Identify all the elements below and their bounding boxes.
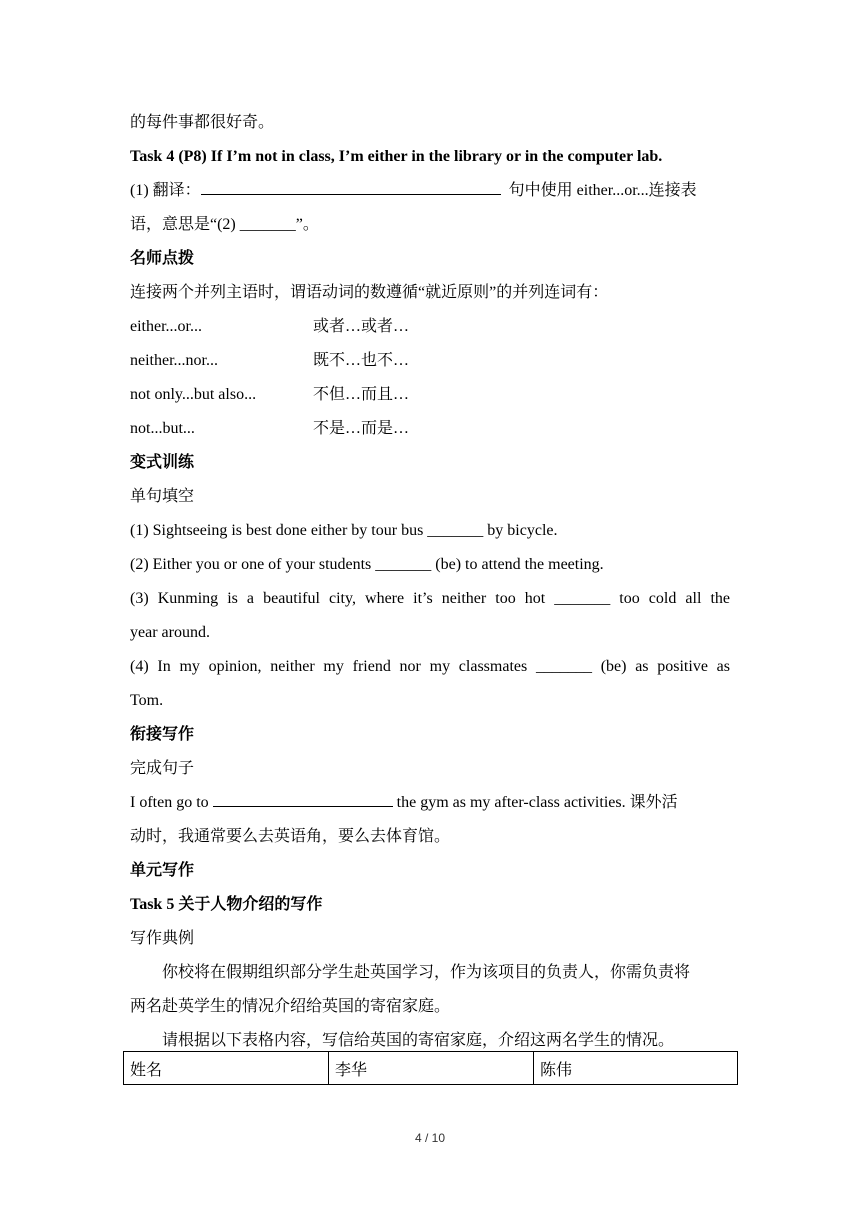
subheading-fill: 单句填空 [130, 488, 195, 505]
conjunction-zh: 不但…而且… [313, 386, 410, 403]
conjunction-row [130, 412, 730, 446]
table-cell-li-hua: 李华 [329, 1052, 534, 1085]
rule-text: 连接两个并列主语时，谓语动词的数遵循“就近原则”的并列连词有： [130, 284, 609, 301]
table-cell-name-label: 姓名 [124, 1052, 329, 1085]
sentence-blank [213, 788, 393, 807]
sentence-end: the gym as my after-class activities. 课外活 [396, 794, 678, 811]
text-line: 的每件事都很好奇。 [130, 114, 275, 131]
task4-heading: Task 4 (P8) If I’m not in class, I’m either in the library or in the computer lab. [130, 148, 663, 165]
task5-heading: Task 5 关于人物介绍的写作 [130, 896, 323, 913]
page-content [130, 106, 730, 1058]
conjunction-zh: 不是…而是… [313, 420, 410, 437]
writing-sentence-line2: 动时，我通常要么去英语角，要么去体育馆。 [130, 828, 451, 845]
translation-blank [201, 176, 501, 195]
exercise-4-line2: Tom. [130, 692, 164, 709]
section-heading-teacher: 名师点拨 [130, 250, 195, 267]
subheading-complete: 完成句子 [130, 760, 195, 777]
page-number: 4 / 10 [414, 1131, 446, 1145]
conjunction-en: either...or... [130, 318, 202, 335]
conjunction-zh: 既不…也不… [313, 352, 410, 369]
question-2-line: 语，意思是“(2) _______”。 [130, 216, 319, 233]
conjunction-en: neither...nor... [130, 352, 218, 369]
sentence-start: I often go to [130, 794, 209, 811]
conjunction-row [130, 310, 730, 344]
conjunction-row [130, 378, 730, 412]
exercise-2: (2) Either you or one of your students _______ (be) to attend the meeting. [130, 556, 604, 573]
paragraph-2: 请根据以下表格内容，写信给英国的寄宿家庭，介绍这两名学生的情况。 [162, 1032, 675, 1049]
section-heading-link: 衔接写作 [130, 726, 195, 743]
subheading-example: 写作典例 [130, 930, 195, 947]
exercise-4-line1: (4) In my opinion, neither my friend nor my classmates _______ (be) as positive as [130, 658, 730, 675]
student-info-table [123, 1051, 738, 1085]
section-heading-variant: 变式训练 [130, 454, 195, 471]
paragraph-1-line2: 两名赴英学生的情况介绍给英国的寄宿家庭。 [130, 998, 451, 1015]
table-cell-chen-wei: 陈伟 [534, 1052, 738, 1085]
exercise-3-line2: year around. [130, 624, 210, 641]
conjunction-row [130, 344, 730, 378]
conjunction-zh: 或者…或者… [313, 318, 410, 335]
q1-tail: 句中使用 either...or...连接表 [508, 182, 697, 199]
paragraph-1-line1: 你校将在假期组织部分学生赴英国学习，作为该项目的负责人，你需负责将 [162, 964, 691, 981]
section-heading-unit: 单元写作 [130, 862, 195, 879]
conjunction-en: not only...but also... [130, 386, 257, 403]
exercise-1: (1) Sightseeing is best done either by tour bus _______ by bicycle. [130, 522, 558, 539]
q1-label: (1) 翻译： [130, 182, 201, 199]
table-row [124, 1052, 738, 1085]
question-1-line [130, 174, 730, 208]
conjunction-en: not...but... [130, 420, 195, 437]
writing-sentence-line1 [130, 786, 730, 820]
exercise-3-line1: (3) Kunming is a beautiful city, where it’s neither too hot _______ too cold all the [130, 590, 730, 607]
